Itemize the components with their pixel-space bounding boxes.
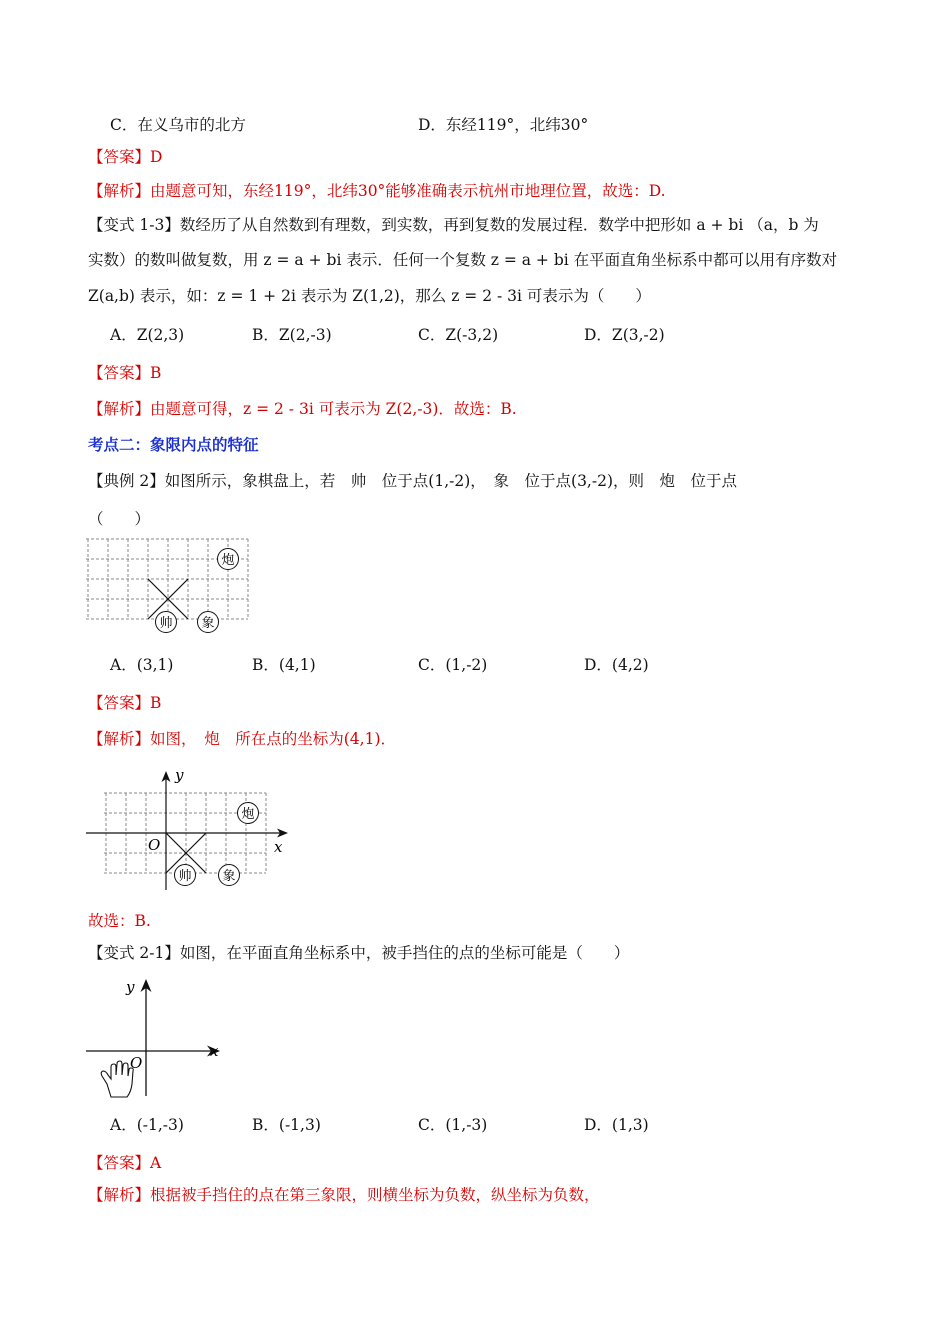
q21-option-b: B．(-1,3) xyxy=(252,1116,321,1134)
ex2-option-d: D．(4,2) xyxy=(584,656,649,674)
chess-board-axes-figure xyxy=(84,762,294,897)
y-axis-label-2: y xyxy=(175,766,184,784)
piece-pao-2 xyxy=(238,803,259,824)
piece-xiang-2-label: 象 xyxy=(222,869,236,884)
ex2-stem-line2: （ ） xyxy=(88,510,151,528)
q13-option-b: B．Z(2,-3) xyxy=(252,326,332,344)
ex2-stem-line1: 【典例 2】如图所示，象棋盘上，若 帅 位于点(1,-2)， 象 位于点(3,-2)，则 炮 位于点 xyxy=(88,472,738,490)
piece-shuai-2-label: 帅 xyxy=(178,869,192,884)
x-axis-label-2: x xyxy=(274,838,283,856)
q1-option-c: C．在义乌市的北方 xyxy=(110,116,246,134)
q21-analysis: 【解析】根据被手挡住的点在第三象限，则横坐标为负数，纵坐标为负数， xyxy=(88,1186,600,1204)
hand-icon xyxy=(101,1061,133,1097)
q13-stem-line1: 【变式 1-3】数经历了从自然数到有理数，到实数，再到复数的发展过程．数学中把形如 a + bi （a，b 为 xyxy=(88,216,819,234)
piece-pao-2-label: 炮 xyxy=(241,807,255,822)
coordinate-hand-figure xyxy=(84,972,234,1102)
piece-pao-label: 炮 xyxy=(221,553,235,568)
ex2-analysis: 【解析】如图， 炮 所在点的坐标为(4,1)． xyxy=(88,730,396,748)
origin-label-3: O xyxy=(130,1054,143,1072)
piece-pao xyxy=(218,549,239,570)
piece-xiang xyxy=(198,612,219,633)
ex2-option-c: C．(1,-2) xyxy=(418,656,488,674)
q13-answer: 【答案】B xyxy=(88,364,162,382)
ex2-option-b: B．(4,1) xyxy=(252,656,316,674)
chess-board-figure xyxy=(86,536,256,636)
q1-option-d: D．东经119°，北纬30° xyxy=(418,116,589,134)
q13-stem-line3: Z(a,b) 表示，如：z = 1 + 2i 表示为 Z(1,2)，那么 z = 2 - 3i 可表示为（ ） xyxy=(88,287,651,305)
q13-option-d: D．Z(3,-2) xyxy=(584,326,665,344)
origin-label-2: O xyxy=(148,836,161,854)
piece-xiang-2 xyxy=(219,865,240,886)
y-axis-label-3: y xyxy=(126,978,135,996)
ex2-answer: 【答案】B xyxy=(88,694,162,712)
q21-answer: 【答案】A xyxy=(88,1154,162,1172)
piece-shuai-2 xyxy=(175,865,196,886)
section2-title: 考点二：象限内点的特征 xyxy=(88,435,259,454)
q13-option-a: A．Z(2,3) xyxy=(110,326,185,344)
q13-analysis: 【解析】由题意可得，z = 2 - 3i 可表示为 Z(2,-3)．故选：B. xyxy=(88,400,517,418)
q1-answer: 【答案】D xyxy=(88,148,163,166)
ex2-conclusion: 故选：B. xyxy=(88,912,151,930)
piece-shuai xyxy=(156,612,177,633)
ex2-option-a: A．(3,1) xyxy=(110,656,174,674)
q13-option-c: C．Z(-3,2) xyxy=(418,326,499,344)
q1-analysis: 【解析】由题意可知，东经119°，北纬30°能够准确表示杭州市地理位置，故选：D. xyxy=(88,182,666,200)
piece-xiang-label: 象 xyxy=(201,616,215,631)
piece-shuai-label: 帅 xyxy=(159,616,173,631)
q13-stem-line2: 实数）的数叫做复数，用 z = a + bi 表示．任何一个复数 z = a + bi 在平面直角坐标系中都可以用有序数对 xyxy=(88,251,838,269)
q21-option-c: C．(1,-3) xyxy=(418,1116,488,1134)
x-axis-label-3: x xyxy=(210,1042,219,1060)
q21-option-a: A．(-1,-3) xyxy=(110,1116,184,1134)
q21-option-d: D．(1,3) xyxy=(584,1116,649,1134)
q21-stem: 【变式 2-1】如图，在平面直角坐标系中，被手挡住的点的坐标可能是（ ） xyxy=(88,944,630,962)
